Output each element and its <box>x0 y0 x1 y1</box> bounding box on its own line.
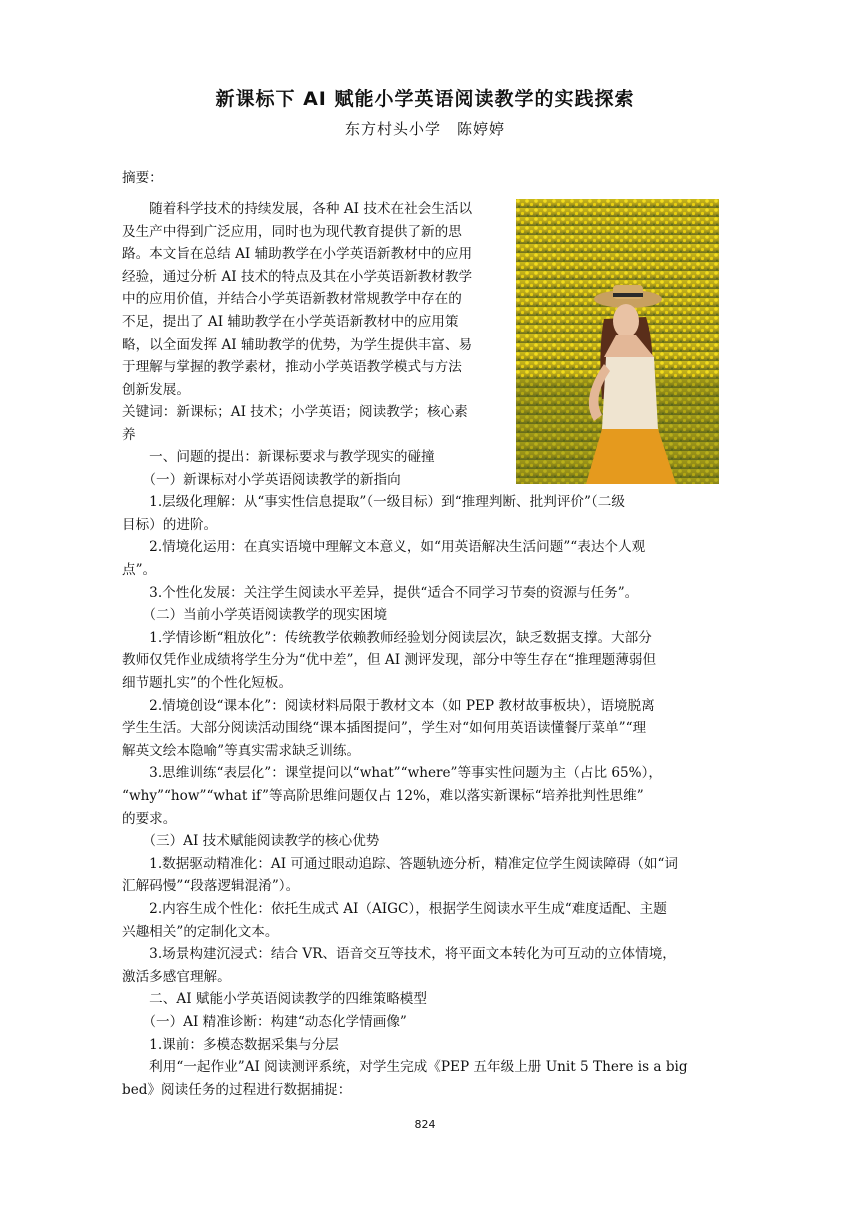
body-line: 一、问题的提出：新课标要求与教学现实的碰撞 <box>122 449 435 465</box>
abstract-line: 随着科学技术的持续发展，各种 AI 技术在社会生活以 <box>122 201 473 217</box>
body-line: 1.层级化理解：从“事实性信息提取”（一级目标）到“推理判断、批判评价”（二级 <box>122 494 625 511</box>
body-line: bed》阅读任务的过程进行数据捕捉： <box>122 1081 352 1098</box>
abstract-line: 不足，提出了 AI 辅助教学在小学英语新教材中的应用策 <box>122 314 459 330</box>
body-line: 2.情境创设“课本化”：阅读材料局限于教材文本（如 PEP 教材故事板块），语境脱离 <box>122 697 655 714</box>
abstract-line: 创新发展。 <box>122 381 190 398</box>
body-line: 学生生活。大部分阅读活动围绕“课本插图提问”，学生对“如何用英语读懂餐厅菜单”“理 <box>122 720 647 737</box>
body-line: 的要求。 <box>122 810 177 827</box>
body-line: 利用“一起作业”AI 阅读测评系统，对学生完成《PEP 五年级上册 Unit 5 There is a big <box>122 1059 688 1076</box>
abstract-line: 于理解与掌握的教学素材，推动小学英语教学模式与方法 <box>122 359 462 376</box>
body-line: 细节题扎实”的个性化短板。 <box>122 675 293 691</box>
body-line: 1.课前：多模态数据采集与分层 <box>122 1036 339 1053</box>
body-line: “why”“how”“what if”等高阶思维问题仅占 12%，难以落实新课标“培养批判性思维” <box>122 788 644 804</box>
abstract-line: 经验，通过分析 AI 技术的特点及其在小学英语新教材教学 <box>122 268 473 285</box>
body-line: 激活多感官理解。 <box>122 968 231 985</box>
abstract-line: 略，以全面发挥 AI 辅助教学的优势，为学生提供丰富、易 <box>122 336 473 353</box>
body-line: 3.场景构建沉浸式：结合 VR、语音交互等技术，将平面文本转化为可互动的立体情境， <box>122 946 676 963</box>
body-line: （三）AI 技术赋能阅读教学的核心优势 <box>122 833 380 850</box>
body-line: （二）当前小学英语阅读教学的现实困境 <box>122 607 388 624</box>
page-number: 824 <box>414 1118 436 1131</box>
body-line: 解英文绘本隐喻”等真实需求缺乏训练。 <box>122 742 361 759</box>
author-photo <box>516 199 719 484</box>
body-line: （一）新课标对小学英语阅读教学的新指向 <box>122 471 401 488</box>
keywords-line: 关键词：新课标；AI 技术；小学英语；阅读教学；核心素 <box>122 404 468 420</box>
keywords-line: 养 <box>122 426 136 443</box>
body-line: 教师仅凭作业成绩将学生分为“优中差”，但 AI 测评发现，部分中等生存在“推理题薄弱但 <box>122 652 657 669</box>
body-line: 1.学情诊断“粗放化”：传统教学依赖教师经验划分阅读层次，缺乏数据支撑。大部分 <box>122 629 652 646</box>
body-line: 2.情境化运用：在真实语境中理解文本意义，如“用英语解决生活问题”“表达个人观 <box>122 539 646 556</box>
body-line: 点”。 <box>122 562 157 578</box>
body-line: 3.思维训练“表层化”：课堂提问以“what”“where”等事实性问题为主（占比 65%）， <box>122 765 662 782</box>
body-line: 2.内容生成个性化：依托生成式 AI（AIGC），根据学生阅读水平生成“难度适配、主题 <box>122 901 667 917</box>
paper-title: 新课标下 AI 赋能小学英语阅读教学的实践探索 <box>215 88 635 110</box>
abstract-line: 路。本文旨在总结 AI 辅助教学在小学英语新教材中的应用 <box>122 246 473 263</box>
abstract-line: 中的应用价值，并结合小学英语新教材常规教学中存在的 <box>122 291 462 308</box>
body-line: 兴趣相关”的定制化文本。 <box>122 923 279 940</box>
body-line: 3.个性化发展：关注学生阅读水平差异，提供“适合不同学习节奏的资源与任务”。 <box>122 584 639 601</box>
body-line: （一）AI 精准诊断：构建“动态化学情画像” <box>122 1014 407 1030</box>
body-line: 汇解码慢”“段落逻辑混淆”）。 <box>122 878 300 895</box>
abstract-line: 及生产中得到广泛应用，同时也为现代教育提供了新的思 <box>122 223 462 240</box>
body-line: 目标）的进阶。 <box>122 516 218 533</box>
body-line: 二、AI 赋能小学英语阅读教学的四维策略模型 <box>122 991 427 1008</box>
body-line: 1.数据驱动精准化：AI 可通过眼动追踪、答题轨迹分析，精准定位学生阅读障碍（如“词 <box>122 855 678 872</box>
abstract-label: 摘要： <box>122 170 163 186</box>
author-line: 东方村头小学 陈婷婷 <box>344 120 505 138</box>
